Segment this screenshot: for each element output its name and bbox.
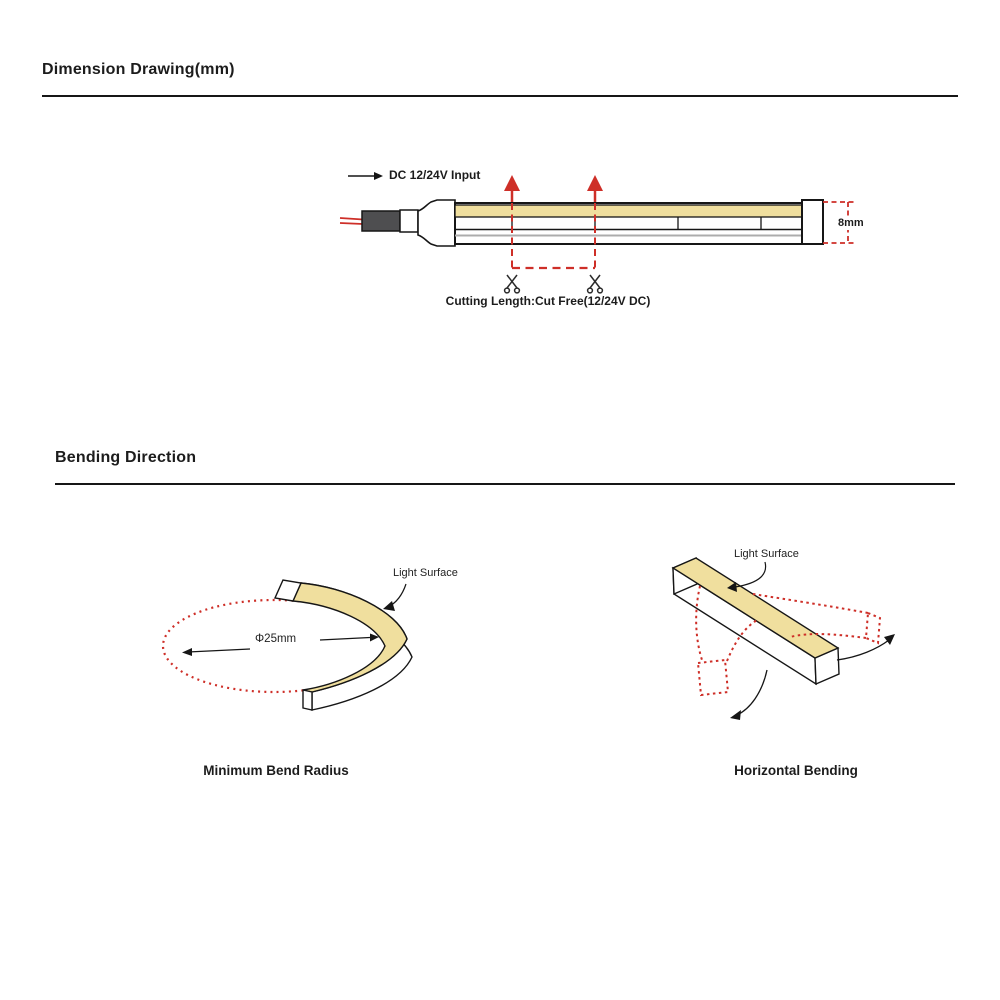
bending-section-title: Bending Direction <box>55 449 197 466</box>
diameter-label: Φ25mm <box>255 633 297 645</box>
diameter-arrow-right <box>320 634 379 642</box>
scissors-icon <box>505 275 520 293</box>
light-surface-pointer <box>727 562 766 592</box>
connector-neck <box>400 210 418 232</box>
bending-section-rule <box>55 483 955 485</box>
dimension-section-rule <box>42 95 958 97</box>
dc-input-label: DC 12/24V Input <box>389 168 481 182</box>
cutting-note: Cutting Length:Cut Free(12/24V DC) <box>445 294 651 308</box>
light-surface-label: Light Surface <box>734 548 799 560</box>
strip-body <box>455 200 823 244</box>
end-cap <box>802 200 823 244</box>
diameter-arrow-left <box>182 648 250 656</box>
horizontal-bend-caption: Horizontal Bending <box>734 763 858 778</box>
horizontal-bend-diagram <box>640 530 940 740</box>
light-surface-pointer <box>383 584 406 611</box>
connector-body <box>418 200 455 246</box>
power-wires <box>340 218 363 224</box>
dimension-section-title: Dimension Drawing(mm) <box>42 61 235 78</box>
min-bend-diagram <box>160 555 480 785</box>
bend-strip-end-face <box>303 690 312 710</box>
bend-arrow-left <box>730 670 767 720</box>
connector-sleeve <box>362 211 400 231</box>
min-bend-caption: Minimum Bend Radius <box>203 763 349 778</box>
cut-direction-arrow <box>504 175 520 202</box>
strip-light-surface <box>455 205 802 217</box>
cut-direction-arrow <box>587 175 603 202</box>
light-surface-label: Light Surface <box>393 567 458 579</box>
scissors-icon <box>588 275 603 293</box>
width-dimension-label: 8mm <box>838 217 864 229</box>
dc-input-arrow <box>348 172 383 180</box>
